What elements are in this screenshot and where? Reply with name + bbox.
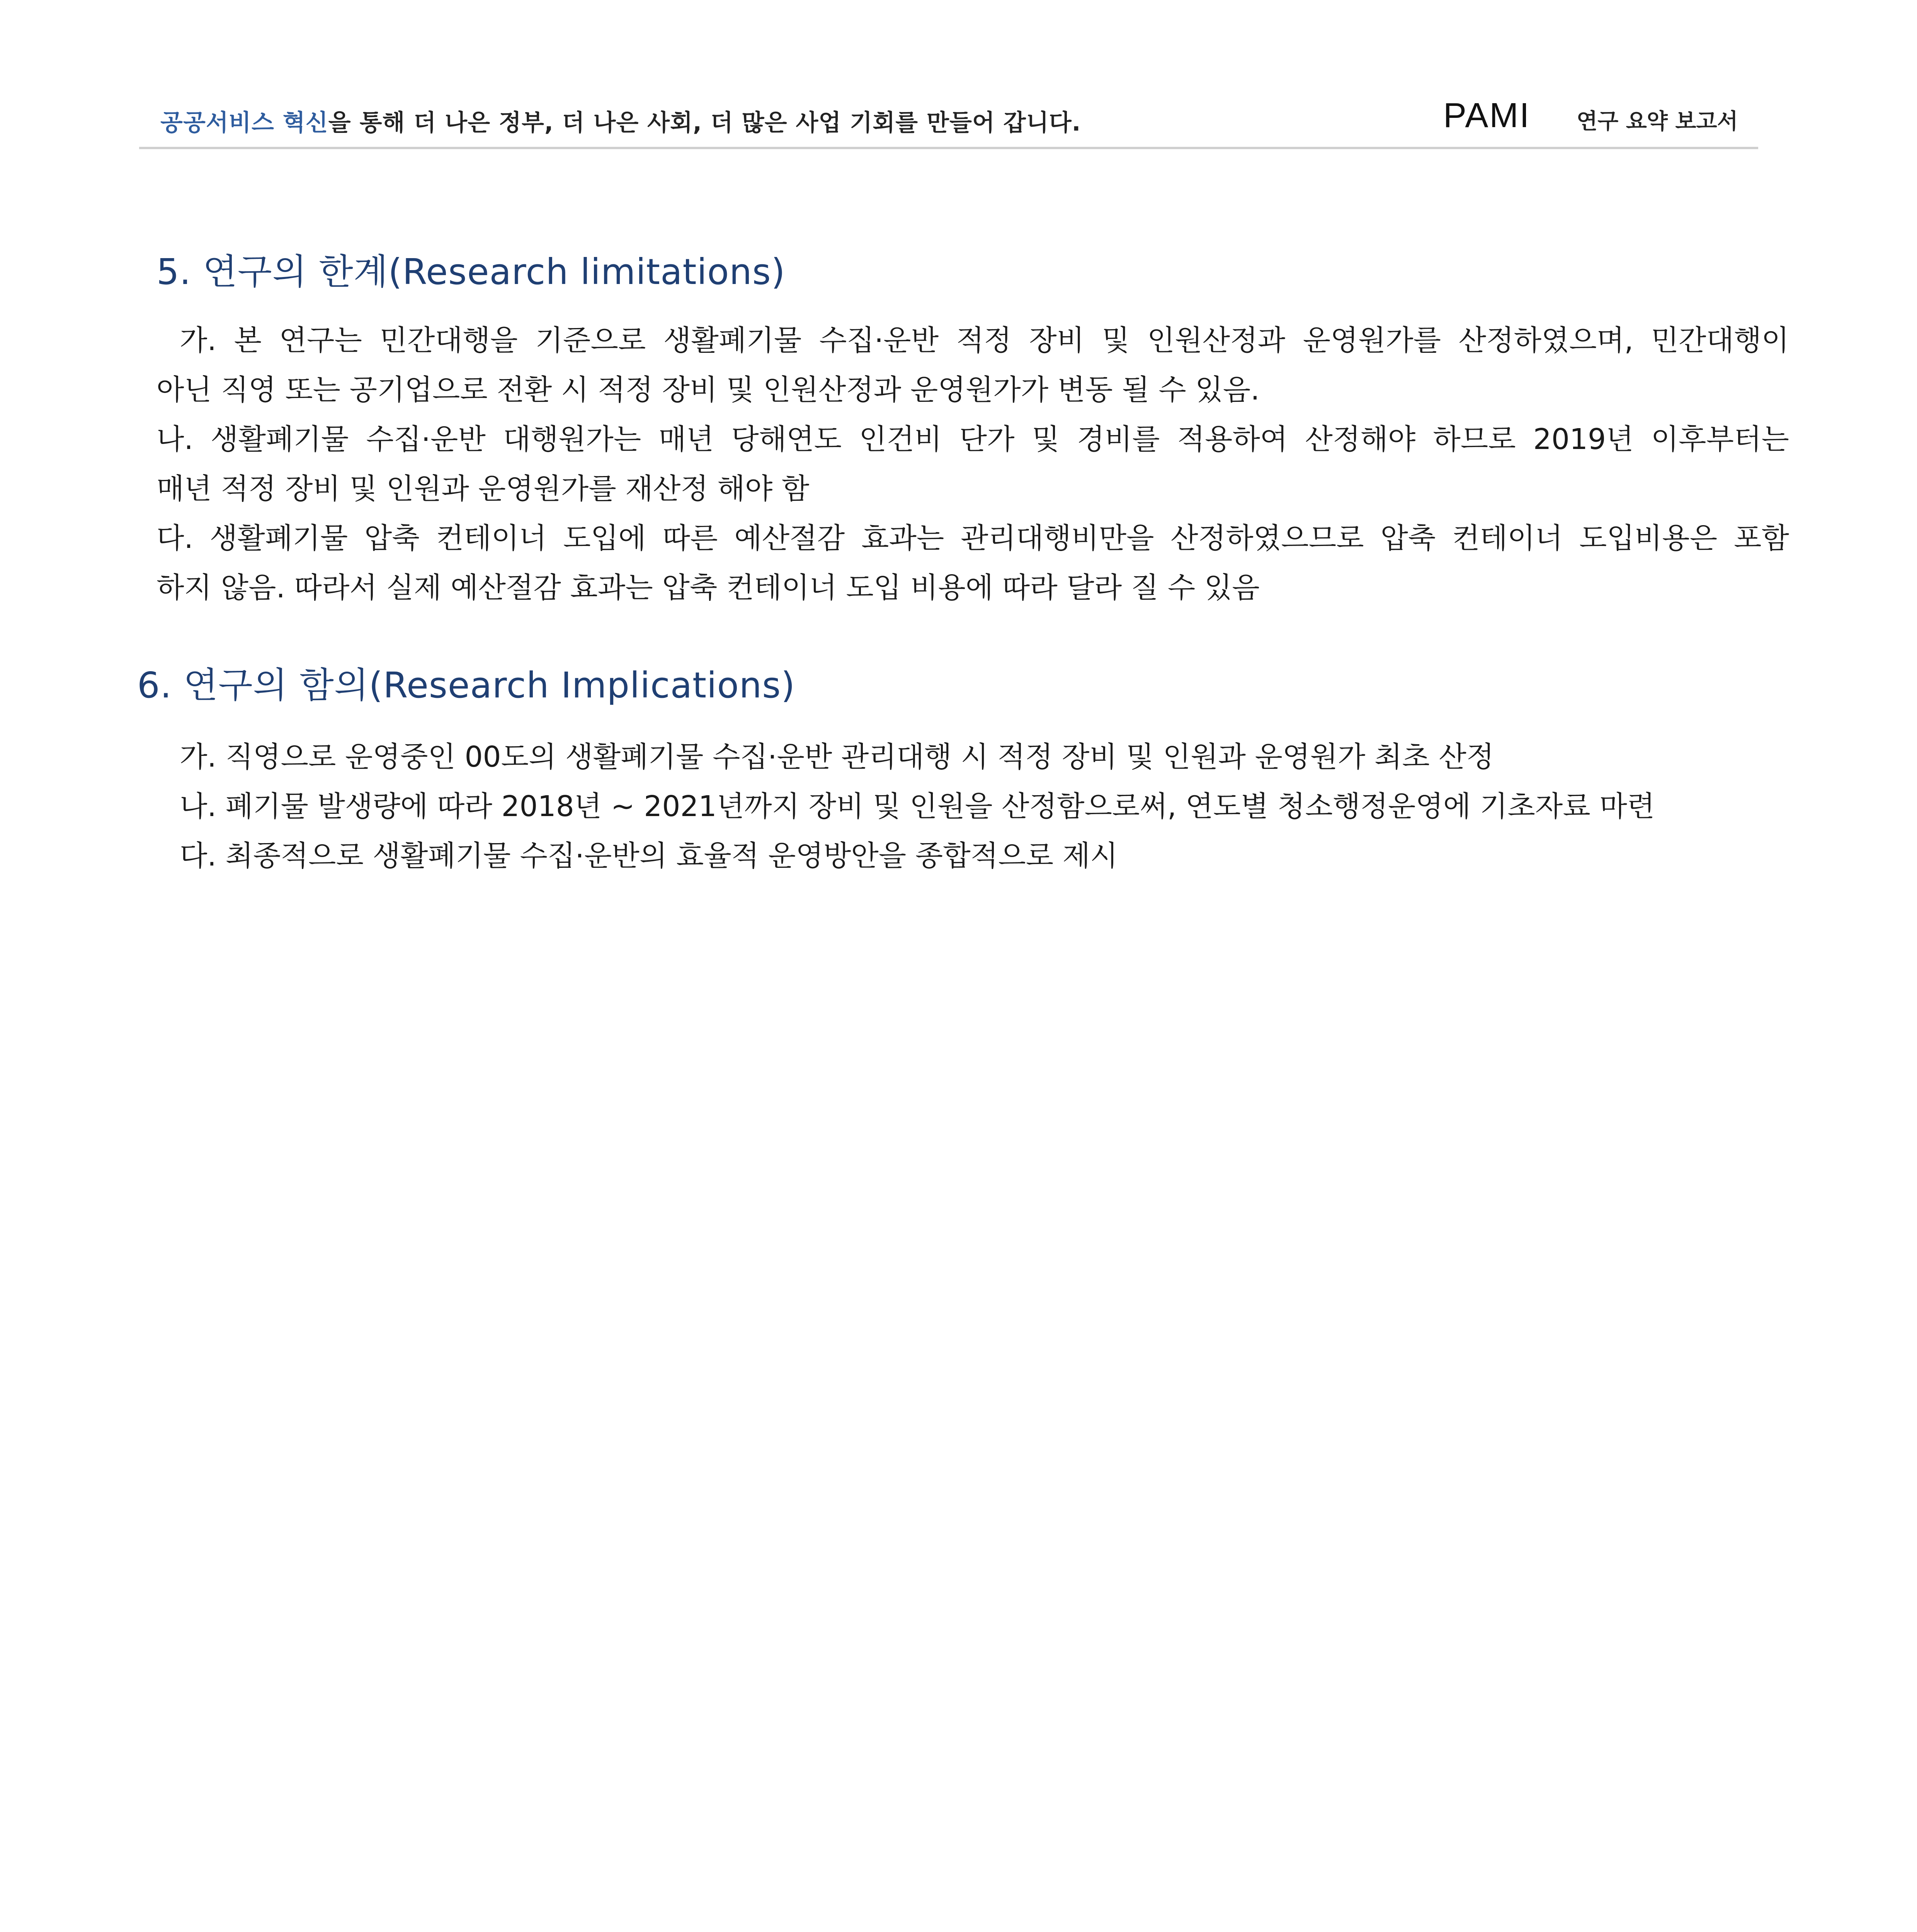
section-5-line: 아닌 직영 또는 공기업으로 전환 시 적정 장비 및 인원산정과 운영원가가 변동 될 수 있음. (156, 373, 1260, 406)
slogan-text: 을 통해 더 나은 정부, 더 나은 사회, 더 많은 사업 기회를 만들어 갑니다. (328, 109, 1081, 136)
header-divider (139, 147, 1758, 149)
section-5-line: 매년 적정 장비 및 인원과 운영원가를 재산정 해야 함 (156, 472, 810, 505)
section-5-title: 5. 연구의 한계(Research limitations) (156, 251, 786, 293)
section-6-line: 다. 최종적으로 생활폐기물 수집·운반의 효율적 운영방안을 종합적으로 제시 (180, 839, 1118, 872)
document-type: 연구 요약 보고서 (1577, 109, 1738, 134)
section-5-line: 가. 본 연구는 민간대행을 기준으로 생활폐기물 수집·운반 적정 장비 및 인원산정과 운영원가를 산정하였으며, 민간대행이 (180, 324, 1789, 357)
section-5-line: 하지 않음. 따라서 실제 예산절감 효과는 압축 컨테이너 도입 비용에 따라 달라 질 수 있음 (156, 571, 1260, 604)
section-6-line: 가. 직영으로 운영중인 00도의 생활폐기물 수집·운반 관리대행 시 적정 장비 및 인원과 운영원가 최초 산정 (180, 740, 1494, 774)
header-slogan (160, 104, 1081, 138)
slogan-accent: 공공서비스 혁신 (160, 109, 328, 136)
section-6-line: 나. 폐기물 발생량에 따라 2018년 ~ 2021년까지 장비 및 인원을 산정함으로써, 연도별 청소행정운영에 기초자료 마련 (180, 790, 1655, 823)
section-5-line: 다. 생활폐기물 압축 컨테이너 도입에 따른 예산절감 효과는 관리대행비만을 산정하였으므로 압축 컨테이너 도입비용은 포함 (156, 522, 1789, 555)
brand-logo-text: PAMI (1443, 96, 1531, 135)
section-5-line: 나. 생활폐기물 수집·운반 대행원가는 매년 당해연도 인건비 단가 및 경비를 적용하여 산정해야 하므로 2019년 이후부터는 (156, 423, 1789, 456)
section-6-title: 6. 연구의 함의(Research Implications) (137, 665, 796, 706)
